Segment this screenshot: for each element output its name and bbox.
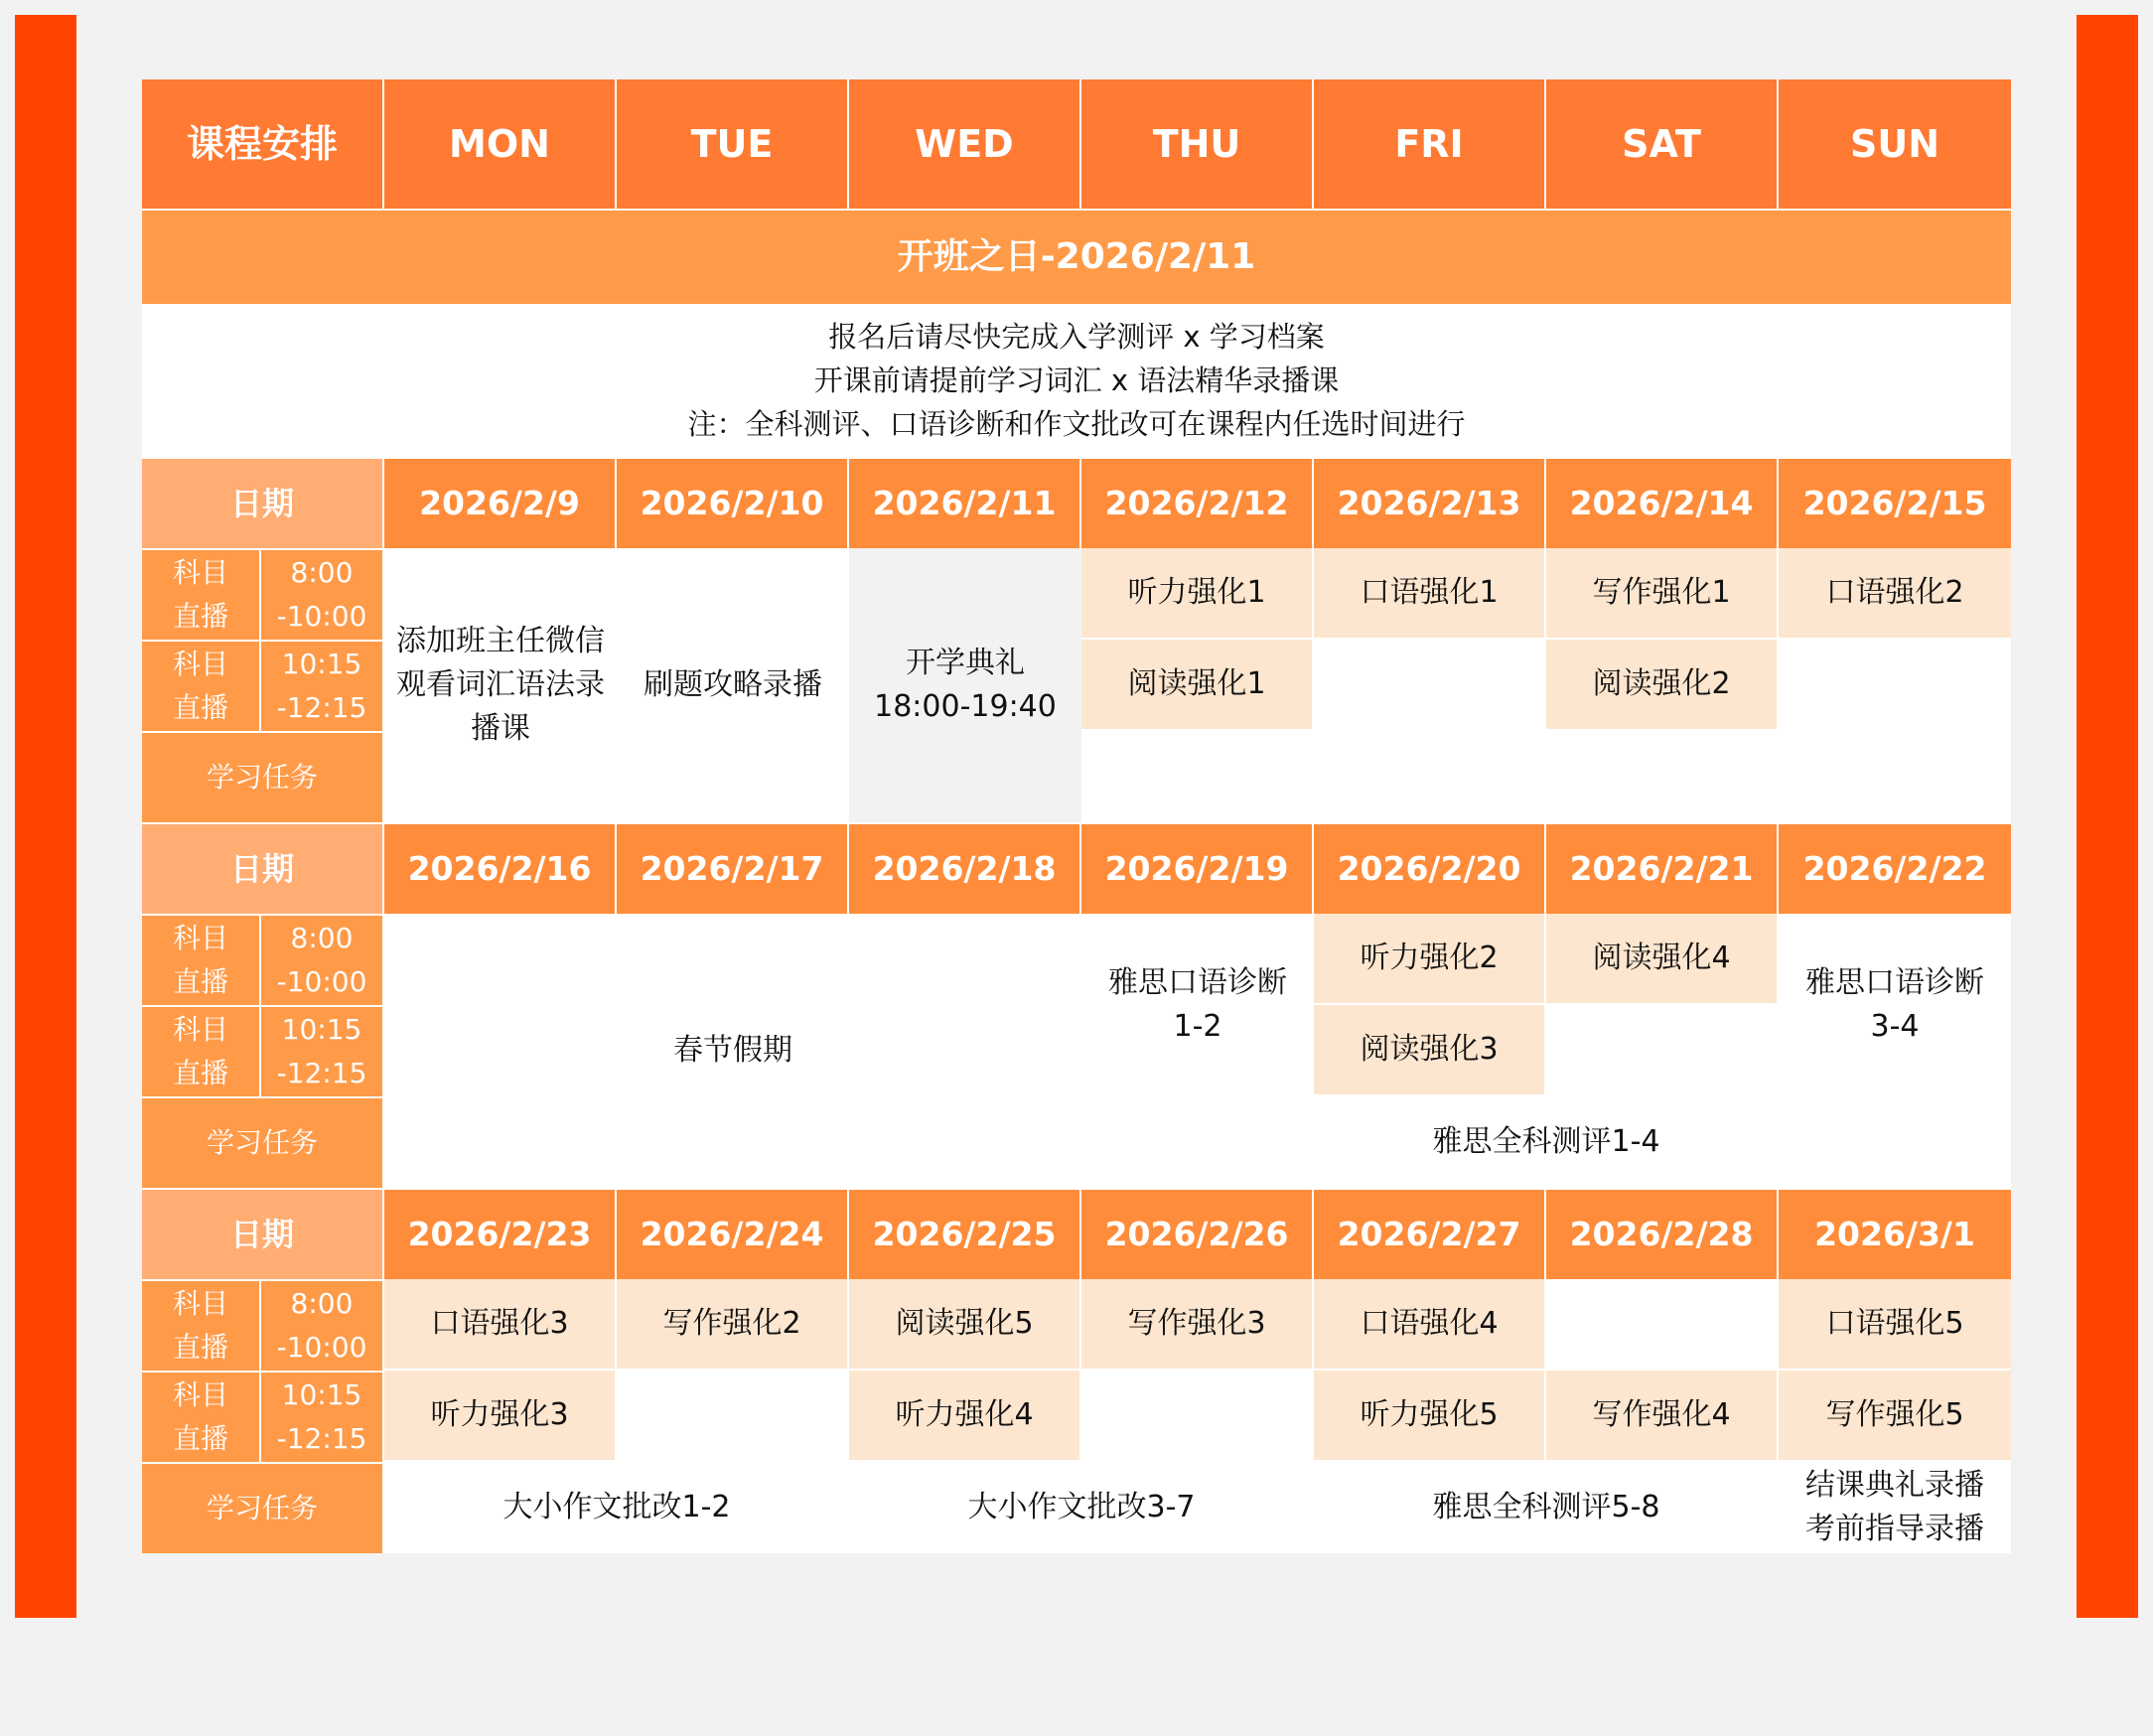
- task-cell: 结课典礼录播 考前指导录播: [1779, 1462, 2011, 1553]
- date-cell: 2026/2/24: [617, 1188, 849, 1279]
- date-cell: 2026/2/23: [384, 1188, 617, 1279]
- date-cell: 2026/2/19: [1081, 822, 1314, 914]
- date-cell: 2026/2/11: [849, 457, 1081, 548]
- class-start-banner: 开班之日-2026/2/11: [142, 209, 2011, 304]
- empty-cell: [617, 1371, 849, 1462]
- course-cell: 阅读强化3: [1314, 1005, 1546, 1096]
- opening-ceremony-cell: 开学典礼 18:00-19:40: [849, 548, 1081, 822]
- course-cell: 口语强化1: [1314, 548, 1546, 640]
- slot-label-subject-live: 科目 直播: [142, 914, 261, 1005]
- date-cell: 2026/2/28: [1546, 1188, 1779, 1279]
- date-label: 日期: [142, 1188, 384, 1279]
- date-label: 日期: [142, 822, 384, 914]
- date-cell: 2026/2/18: [849, 822, 1081, 914]
- date-cell: 2026/2/20: [1314, 822, 1546, 914]
- course-cell: 听力强化5: [1314, 1371, 1546, 1462]
- date-cell: 2026/2/17: [617, 822, 849, 914]
- empty-cell: [1546, 1005, 1779, 1096]
- header-day-sat: SAT: [1546, 79, 1779, 209]
- date-cell: 2026/2/13: [1314, 457, 1546, 548]
- slot-time-2: 10:15 -12:15: [261, 1371, 384, 1462]
- slot-label-subject-live: 科目 直播: [142, 640, 261, 731]
- schedule-cell-tue: 刷题攻略录播: [617, 548, 849, 822]
- date-cell: 2026/2/25: [849, 1188, 1081, 1279]
- task-label: 学习任务: [142, 1096, 384, 1188]
- slot-time-2: 10:15 -12:15: [261, 1005, 384, 1096]
- course-cell: 写作强化1: [1546, 548, 1779, 640]
- course-cell: 写作强化5: [1779, 1371, 2011, 1462]
- empty-cell: [1314, 640, 1546, 731]
- course-cell: 听力强化2: [1314, 914, 1546, 1005]
- task-cell: 雅思全科测评5-8: [1314, 1462, 1779, 1553]
- header-corner: 课程安排: [142, 79, 384, 209]
- course-cell: 阅读强化2: [1546, 640, 1779, 731]
- course-cell: 阅读强化1: [1081, 640, 1314, 731]
- date-cell: 2026/2/21: [1546, 822, 1779, 914]
- slot-label-subject-live: 科目 直播: [142, 548, 261, 640]
- date-cell: 2026/2/14: [1546, 457, 1779, 548]
- slot-time-1: 8:00 -10:00: [261, 1279, 384, 1371]
- slot-time-2: 10:15 -12:15: [261, 640, 384, 731]
- date-cell: 2026/3/1: [1779, 1188, 2011, 1279]
- note-line: 报名后请尽快完成入学测评 x 学习档案: [828, 320, 1325, 354]
- header-day-tue: TUE: [617, 79, 849, 209]
- header-day-sun: SUN: [1779, 79, 2011, 209]
- task-label: 学习任务: [142, 731, 384, 822]
- course-cell: 写作强化3: [1081, 1279, 1314, 1371]
- task-cell: 大小作文批改1-2: [384, 1462, 849, 1553]
- course-cell: 写作强化4: [1546, 1371, 1779, 1462]
- course-cell: 写作强化2: [617, 1279, 849, 1371]
- left-accent-bar: [15, 15, 76, 1618]
- empty-cell: [1081, 1371, 1314, 1462]
- header-day-thu: THU: [1081, 79, 1314, 209]
- course-cell: 口语强化5: [1779, 1279, 2011, 1371]
- course-cell: 口语强化3: [384, 1279, 617, 1371]
- date-cell: 2026/2/12: [1081, 457, 1314, 548]
- slot-time-1: 8:00 -10:00: [261, 914, 384, 1005]
- right-accent-bar: [2077, 15, 2138, 1618]
- empty-cell: [1779, 640, 2011, 731]
- header-day-wed: WED: [849, 79, 1081, 209]
- empty-cell: [1546, 1279, 1779, 1371]
- course-cell: 听力强化1: [1081, 548, 1314, 640]
- course-cell: 听力强化4: [849, 1371, 1081, 1462]
- date-cell: 2026/2/10: [617, 457, 849, 548]
- date-cell: 2026/2/15: [1779, 457, 2011, 548]
- slot-label-subject-live: 科目 直播: [142, 1279, 261, 1371]
- course-cell: 口语强化2: [1779, 548, 2011, 640]
- date-cell: 2026/2/26: [1081, 1188, 1314, 1279]
- note-line: 开课前请提前学习词汇 x 语法精华录播课: [813, 363, 1340, 397]
- slot-label-subject-live: 科目 直播: [142, 1005, 261, 1096]
- task-label: 学习任务: [142, 1462, 384, 1553]
- schedule-table: [142, 79, 2011, 1736]
- speaking-diagnosis-cell: 雅思口语诊断 1-2: [1081, 914, 1314, 1096]
- date-cell: 2026/2/9: [384, 457, 617, 548]
- header-day-mon: MON: [384, 79, 617, 209]
- date-cell: 2026/2/16: [384, 822, 617, 914]
- speaking-diagnosis-cell: 雅思口语诊断 3-4: [1779, 914, 2011, 1096]
- course-cell: 口语强化4: [1314, 1279, 1546, 1371]
- task-cell: 雅思全科测评1-4: [1081, 1096, 2011, 1188]
- empty-task-cell: [1081, 731, 2011, 822]
- course-cell: 阅读强化5: [849, 1279, 1081, 1371]
- spring-festival-holiday-cell: 春节假期: [384, 914, 1081, 1188]
- schedule-cell-mon: 添加班主任微信 观看词汇语法录 播课: [384, 548, 617, 822]
- header-day-fri: FRI: [1314, 79, 1546, 209]
- date-cell: 2026/2/22: [1779, 822, 2011, 914]
- task-cell: 大小作文批改3-7: [849, 1462, 1314, 1553]
- date-label: 日期: [142, 457, 384, 548]
- course-cell: 阅读强化4: [1546, 914, 1779, 1005]
- slot-time-1: 8:00 -10:00: [261, 548, 384, 640]
- notes-block: [142, 304, 2011, 457]
- slot-label-subject-live: 科目 直播: [142, 1371, 261, 1462]
- note-line: 注：全科测评、口语诊断和作文批改可在课程内任选时间进行: [687, 407, 1466, 441]
- date-cell: 2026/2/27: [1314, 1188, 1546, 1279]
- course-cell: 听力强化3: [384, 1371, 617, 1462]
